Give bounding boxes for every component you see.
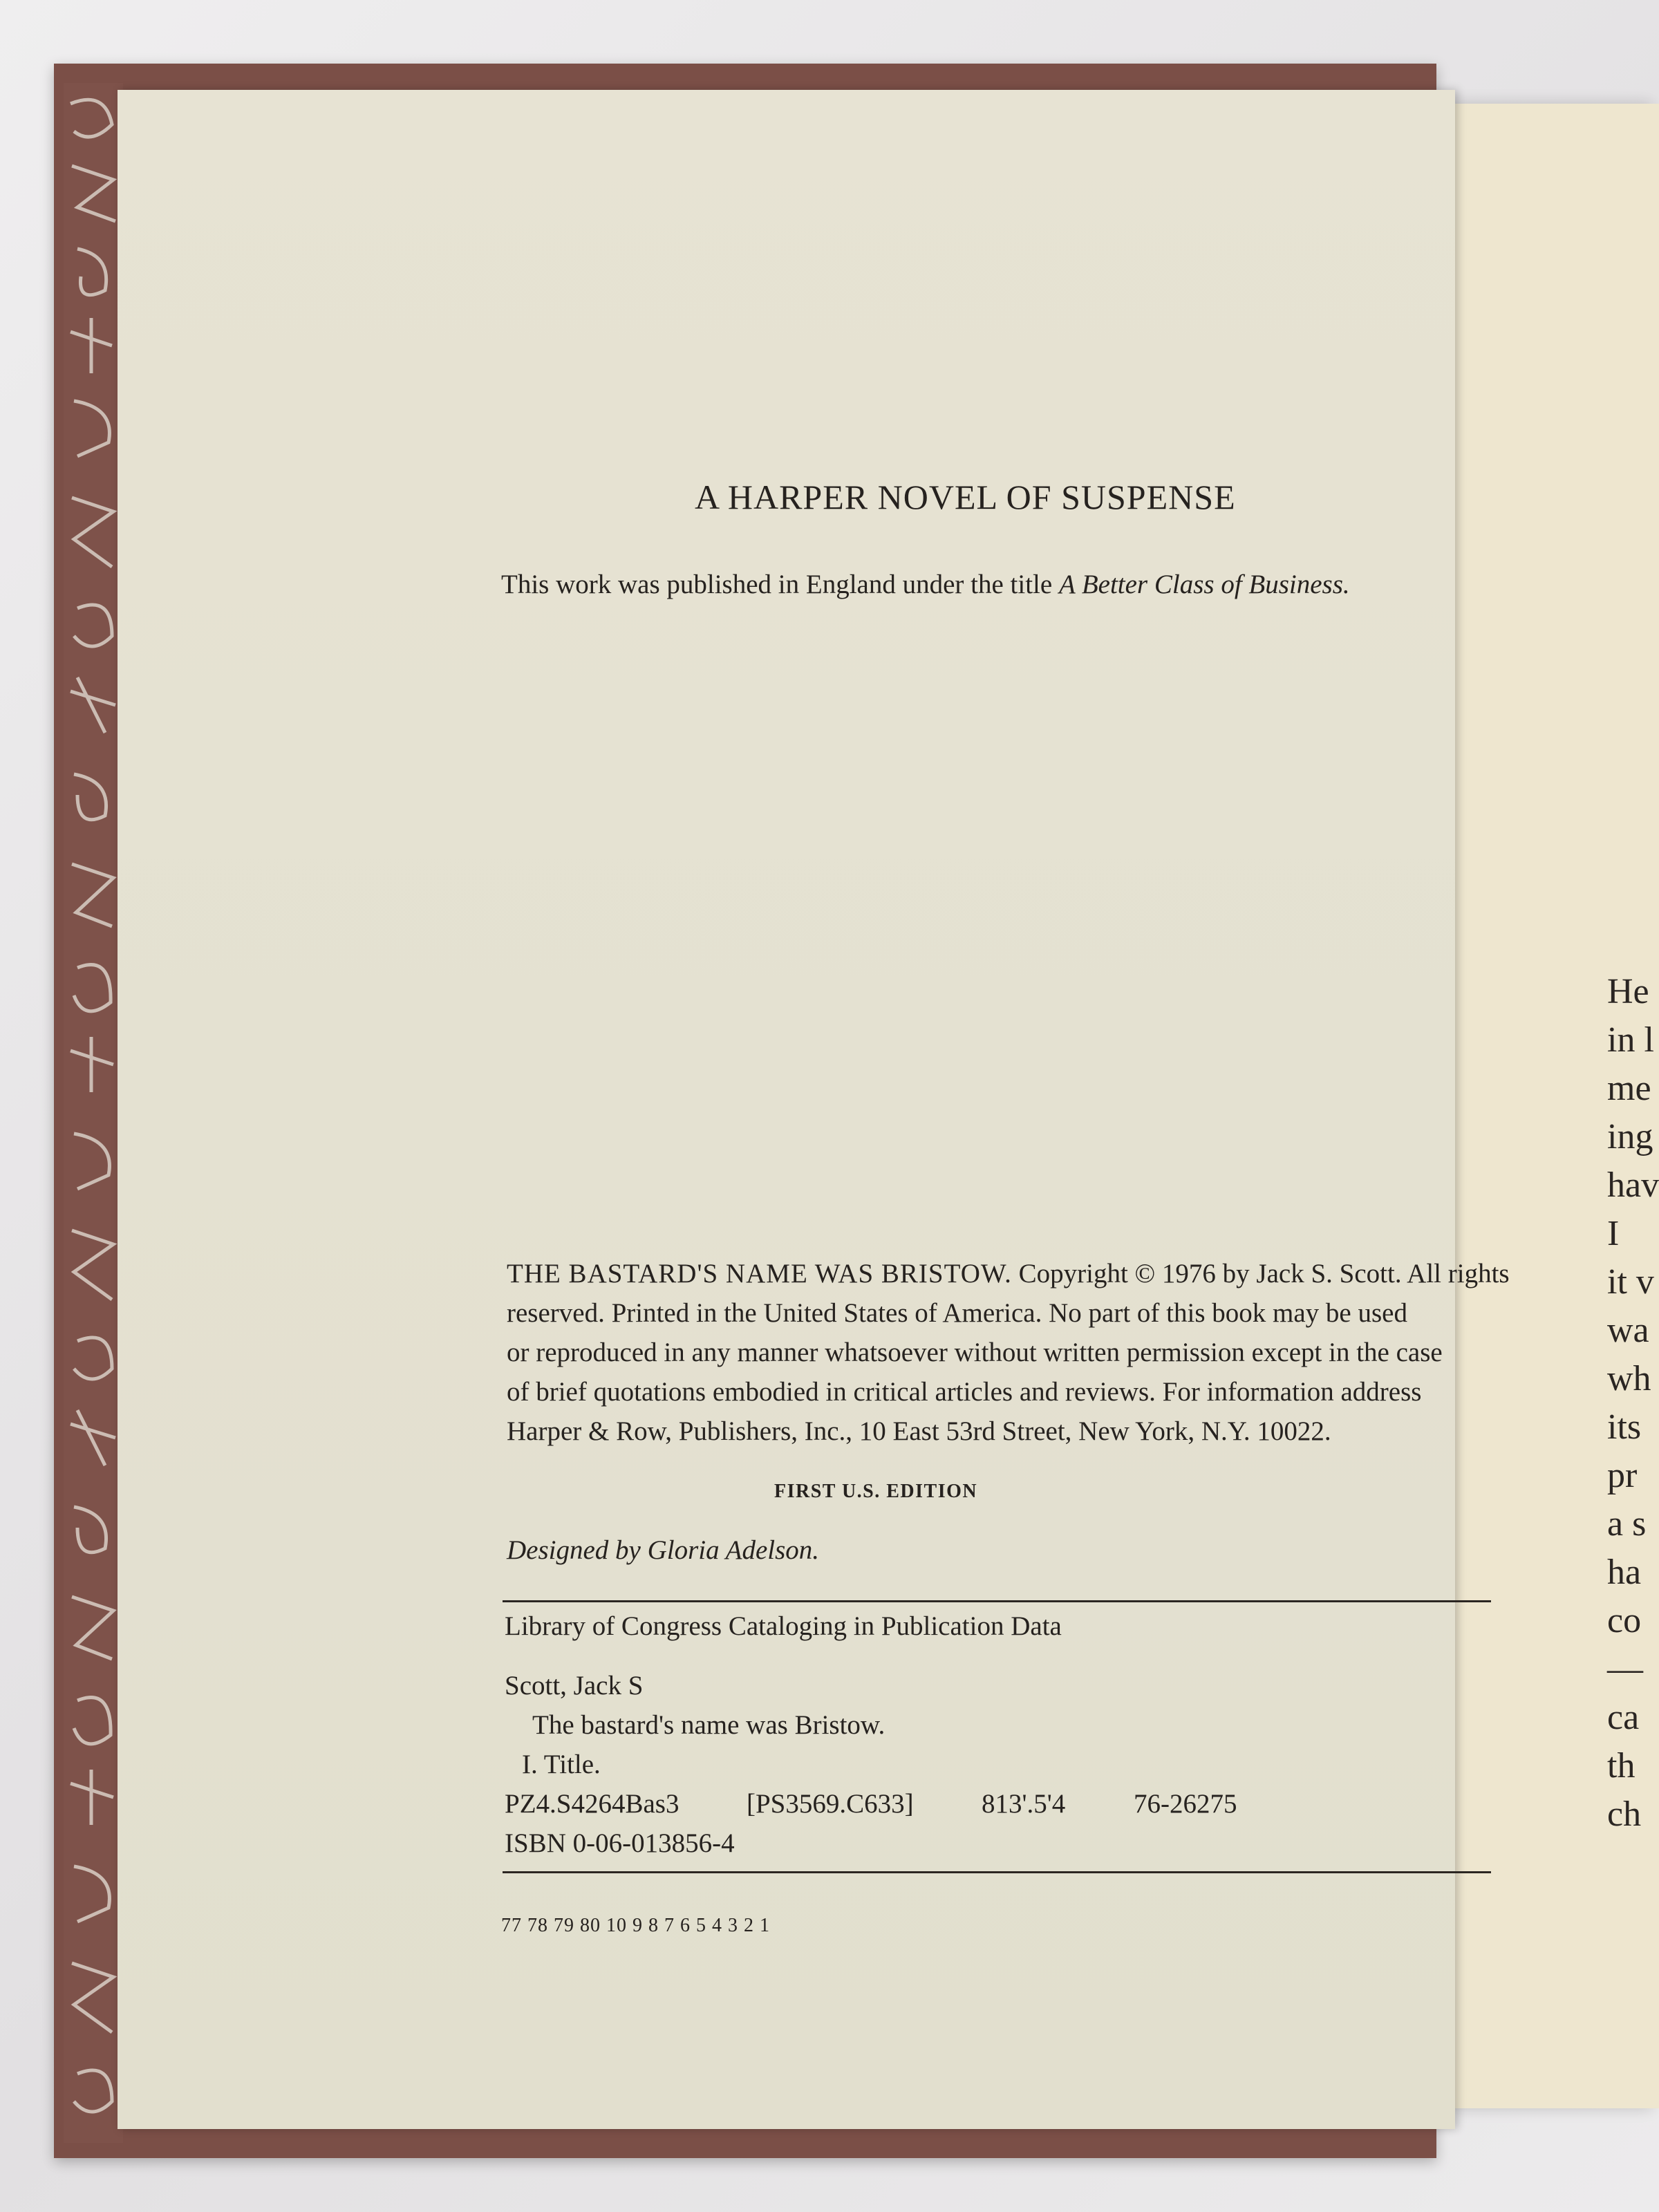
english-title: A Better Class of Business. xyxy=(1058,570,1350,599)
facing-line-fragment: it v xyxy=(1607,1262,1654,1302)
facing-line-fragment: co xyxy=(1607,1601,1642,1640)
divider-bottom xyxy=(503,1871,1491,1873)
facing-line-fragment: th xyxy=(1607,1746,1635,1785)
spine-lettering-pattern xyxy=(64,83,123,2143)
facing-page xyxy=(1452,104,1659,2108)
copyright-line: of brief quotations embodied in critical articles and reviews. For information address xyxy=(507,1377,1422,1407)
copyright-line: Harper & Row, Publishers, Inc., 10 East 53rd Street, New York, N.Y. 10022. xyxy=(507,1416,1331,1446)
cip-record xyxy=(505,1666,1237,1863)
cip-heading: Library of Congress Cataloging in Publication Data xyxy=(505,1611,1062,1641)
facing-line-fragment: — xyxy=(1607,1649,1643,1689)
divider-top xyxy=(503,1600,1491,1602)
facing-line-fragment: its xyxy=(1607,1407,1642,1447)
copyright-line: reserved. Printed in the United States of America. No part of this book may be used xyxy=(507,1298,1407,1328)
facing-line-fragment: wh xyxy=(1607,1359,1651,1398)
cip-title: The bastard's name was Bristow. xyxy=(532,1710,885,1740)
publish-note-text: This work was published in England under the title xyxy=(501,570,1059,599)
printing-line: 77 78 79 80 10 9 8 7 6 5 4 3 2 1 xyxy=(501,1915,770,1936)
facing-line-fragment: He xyxy=(1607,972,1649,1011)
facing-line-fragment: ha xyxy=(1607,1553,1642,1592)
lc-call-number: PZ4.S4264Bas3 xyxy=(505,1789,679,1819)
facing-line-fragment: ing xyxy=(1607,1117,1653,1156)
series-title: A HARPER NOVEL OF SUSPENSE xyxy=(695,478,1236,516)
facing-line-fragment: in l xyxy=(1607,1020,1654,1060)
facing-line-fragment: ca xyxy=(1607,1698,1640,1737)
facing-page-text xyxy=(1607,968,1659,1839)
facing-line-fragment: I xyxy=(1607,1214,1620,1253)
designer-credit: Designed by Gloria Adelson. xyxy=(507,1535,820,1565)
isbn: ISBN 0-06-013856-4 xyxy=(505,1828,735,1858)
cip-subject: I. Title. xyxy=(522,1750,601,1779)
alt-call-number: [PS3569.C633] xyxy=(747,1789,914,1819)
publish-note xyxy=(501,569,1350,600)
facing-line-fragment: hav xyxy=(1607,1165,1659,1205)
facing-line-fragment: wa xyxy=(1607,1311,1649,1350)
facing-line-fragment: a s xyxy=(1607,1504,1647,1544)
facing-line-fragment: ch xyxy=(1607,1794,1642,1834)
facing-line-fragment: me xyxy=(1607,1069,1651,1108)
cip-classification xyxy=(505,1784,1237,1824)
copyright-page xyxy=(118,90,1510,2129)
edition-statement: FIRST U.S. EDITION xyxy=(774,1481,978,1502)
facing-line-fragment: pr xyxy=(1607,1456,1638,1495)
book-title-caps: THE BASTARD'S NAME WAS BRISTOW. xyxy=(507,1259,1012,1288)
copyright-line: or reproduced in any manner whatsoever without written permission except in the case xyxy=(507,1338,1443,1367)
copyright-notice xyxy=(507,1254,1510,1451)
lccn-number: 76-26275 xyxy=(1134,1789,1237,1819)
dewey-number: 813'.5'4 xyxy=(982,1789,1066,1819)
cip-author: Scott, Jack S xyxy=(505,1671,644,1700)
copyright-line: Copyright © 1976 by Jack S. Scott. All rights xyxy=(1011,1259,1510,1288)
